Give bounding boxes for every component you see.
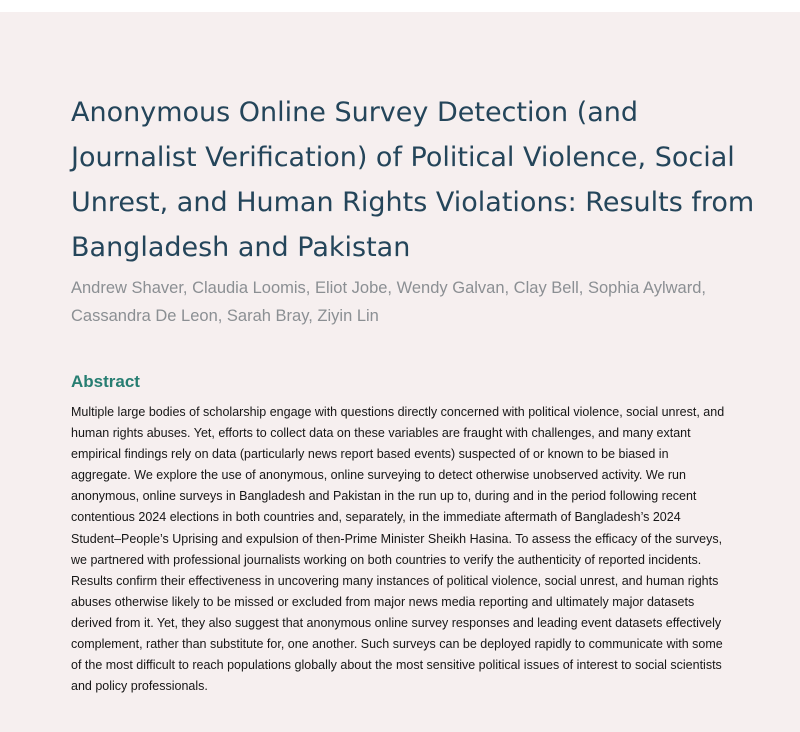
paper-title: Anonymous Online Survey Detection (and Journalist Verification) of Political Violence, Social Unrest, and Human Rights Violations: Results from Bangladesh and Pakistan — [71, 97, 755, 263]
abstract-heading: Abstract — [71, 372, 140, 391]
author-list: Andrew Shaver, Claudia Loomis, Eliot Jobe, Wendy Galvan, Clay Bell, Sophia Aylward, Cassandra De Leon, Sarah Bray, Ziyin Lin — [71, 279, 706, 325]
paper-page — [0, 12, 800, 732]
abstract-text: Multiple large bodies of scholarship engage with questions directly concerned with political violence, social unrest, and human rights abuses. Yet, efforts to collect data on these variables are fraught with challenges, and many extant empirical findings rely on data (particularly news report based events) suspected of or known to be biased in aggregate. We explore the use of anonymous, online surveying to detect otherwise unobserved activity. We run anonymous, online surveys in Bangladesh and Pakistan in the run up to, during and in the period following recent contentious 2024 elections in both countries and, separately, in the immediate aftermath of Bangladesh’s 2024 Student–People’s Uprising and expulsion of then-Prime Minister Sheikh Hasina. To assess the efficacy of the surveys, we partnered with professional journalists working on both countries to verify the authenticity of reported incidents. Results confirm their effectiveness in uncovering many instances of political violence, social unrest, and human rights abuses otherwise likely to be missed or excluded from major news media reporting and ultimately major datasets derived from it. Yet, they also suggest that anonymous online survey responses and leading event datasets effectively complement, rather than substitute for, one another. Such surveys can be deployed rapidly to communicate with some of the most difficult to reach populations globally about the most sensitive political issues of interest to social scientists and policy professionals. — [71, 405, 725, 694]
